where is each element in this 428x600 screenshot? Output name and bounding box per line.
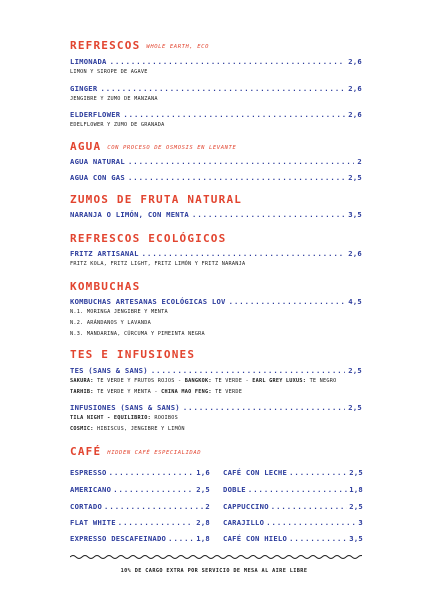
item-name: CARAJILLO (223, 518, 265, 527)
item-name: CAFÉ CON LECHE (223, 468, 288, 477)
item-price: 2 (357, 157, 362, 166)
tea-desc: TE VERDE - (215, 378, 249, 384)
item-description: LIMON Y SIROPE DE AGAVE (70, 69, 148, 75)
menu-item-infusiones (70, 403, 362, 413)
dot-leader (289, 468, 347, 478)
section-title-text: REFRESCOS (70, 39, 141, 52)
dot-leader (168, 534, 194, 544)
dot-leader (248, 485, 347, 495)
infusion-name: TILA NIGHT - EQUILIBRIO: (70, 415, 151, 421)
tea-desc: TE VERDE Y FRUTOS ROJOS - (97, 378, 182, 384)
item-name: FRITZ ARTISANAL (70, 249, 139, 258)
flavor-line: N.3. MANDARINA, CÚRCUMA Y PIMEINTA NEGRA (70, 331, 205, 337)
tea-name: SAKURA: (70, 378, 94, 384)
item-price: 2,5 (349, 502, 363, 511)
item-price: 2,8 (196, 518, 210, 527)
item-price: 2,5 (348, 403, 362, 412)
item-price: 2,6 (348, 57, 362, 66)
footer-note: 10% DE CARGO EXTRA POR SERVICIO DE MESA AL AIRE LIBRE (120, 568, 308, 574)
infusiones-description-line-2 (70, 425, 370, 434)
dot-leader (109, 468, 195, 478)
dot-leader (266, 518, 356, 528)
section-subtitle: WHOLE EARTH, ECO (146, 44, 209, 50)
item-name: FLAT WHITE (70, 518, 116, 527)
dot-leader (142, 249, 346, 259)
tea-desc: TE VERDE (215, 389, 243, 395)
cafe-item (223, 502, 363, 512)
cafe-item (223, 534, 363, 544)
item-name: INFUSIONES (SANS & SANS) (70, 403, 180, 412)
item-description: JENGIBRE Y ZUMO DE MANZANA (70, 96, 158, 102)
cafe-item (70, 468, 210, 478)
cafe-item (70, 518, 210, 528)
item-name: AGUA CON GAS (70, 173, 125, 182)
item-name: EXPRESSO DESCAFEINADO (70, 534, 167, 543)
item-price: 2,6 (348, 84, 362, 93)
dot-leader (123, 110, 345, 120)
section-title-kombuchas (70, 281, 140, 293)
dot-leader (151, 366, 345, 376)
menu-item-fritz (70, 249, 362, 259)
cafe-item (223, 518, 363, 528)
dot-leader (118, 518, 194, 528)
cafe-item (70, 534, 210, 544)
menu-item-agua-natural (70, 157, 362, 167)
dot-leader (271, 502, 347, 512)
item-name: ESPRESSO (70, 468, 107, 477)
item-description: FRITZ KOLA, FRITZ LIGHT, FRITZ LIMÓN Y FRITZ NARANJA (70, 261, 246, 267)
infusion-desc: HIBISCUS, JENGIBRE Y LIMÓN (97, 426, 185, 432)
item-price: 2,5 (348, 366, 362, 375)
dot-leader (104, 502, 203, 512)
dot-leader (128, 173, 345, 183)
menu-item-kombuchas (70, 297, 362, 307)
section-title-text: CAFÉ (70, 445, 102, 458)
infusion-desc: ROOIBOS (154, 415, 178, 421)
menu-item-agua-con-gas (70, 173, 362, 183)
item-name: KOMBUCHAS ARTESANAS ECOLÓGICAS LOV (70, 297, 226, 306)
section-title-text: REFRESCOS ECOLÓGICOS (70, 232, 227, 245)
cafe-item (70, 502, 210, 512)
dot-leader (128, 157, 354, 167)
item-name: NARANJA O LIMÓN, CON MENTA (70, 210, 190, 219)
item-name: AMERICANO (70, 485, 112, 494)
infusiones-description-line-1 (70, 414, 370, 423)
section-title-agua (70, 141, 236, 154)
dot-leader (113, 485, 194, 495)
cafe-item (70, 485, 210, 495)
item-price: 4,5 (348, 297, 362, 306)
item-price: 2,5 (348, 173, 362, 182)
section-title-refrescos (70, 40, 209, 53)
dot-leader (183, 403, 345, 413)
item-name: TES (SANS & SANS) (70, 366, 148, 375)
cafe-item (223, 485, 363, 495)
item-price: 2,6 (348, 110, 362, 119)
tea-name: CHINA MAO FENG: (161, 389, 212, 395)
item-name: GINGER (70, 84, 98, 93)
section-subtitle: CON PROCESO DE OSMOSIS EN LEVANTE (107, 145, 237, 151)
section-subtitle: HIDDEN CAFÉ ESPECIALIDAD (107, 450, 202, 456)
flavor-line: N.2. ARÁNDANOS Y LAVANDA (70, 320, 151, 326)
item-price: 1,8 (196, 534, 210, 543)
tes-description-line-1 (70, 377, 370, 386)
section-title-tes (70, 349, 195, 361)
section-title-text: ZUMOS DE FRUTA NATURAL (70, 193, 243, 206)
wave-divider (70, 553, 362, 561)
tea-desc: TE NEGRO (309, 378, 337, 384)
section-title-text: AGUA (70, 140, 102, 153)
item-price: 3 (358, 518, 363, 527)
item-price: 2,5 (349, 468, 363, 477)
section-title-text: KOMBUCHAS (70, 280, 141, 293)
dot-leader (192, 210, 345, 220)
item-price: 2,5 (196, 485, 210, 494)
section-title-text: TES E INFUSIONES (70, 348, 196, 361)
menu-item-elderflower (70, 110, 362, 120)
section-title-cafe (70, 446, 201, 459)
tea-name: BANGKOK: (184, 378, 212, 384)
item-name: CORTADO (70, 502, 103, 511)
menu-item-tes (70, 366, 362, 376)
menu-item-naranja-limon (70, 210, 362, 220)
item-price: 3,5 (349, 534, 363, 543)
item-description: EDELFLOWER Y ZUMO DE GRANADA (70, 122, 165, 128)
item-name: AGUA NATURAL (70, 157, 125, 166)
tea-desc: TE VERDE Y MENTA - (97, 389, 158, 395)
tea-name: EARL GREY LUXUS: (252, 378, 307, 384)
menu-item-limonada (70, 57, 362, 67)
item-price: 2 (205, 502, 210, 511)
item-name: LIMONADA (70, 57, 107, 66)
item-name: CAPPUCCINO (223, 502, 269, 511)
item-price: 3,5 (348, 210, 362, 219)
section-title-ecologicos (70, 233, 226, 245)
menu-item-ginger (70, 84, 362, 94)
section-title-zumos (70, 194, 242, 206)
infusion-name: COSMIC: (70, 426, 94, 432)
item-name: DOBLE (223, 485, 246, 494)
tes-description-line-2 (70, 388, 370, 397)
dot-leader (110, 57, 346, 67)
item-price: 1,6 (196, 468, 210, 477)
dot-leader (229, 297, 346, 307)
dot-leader (100, 84, 345, 94)
tea-name: TARHIB: (70, 389, 94, 395)
item-name: CAFÉ CON HIELO (223, 534, 288, 543)
dot-leader (289, 534, 347, 544)
item-price: 2,6 (348, 249, 362, 258)
flavor-line: N.1. MORINGA JENGIBRE Y MENTA (70, 309, 168, 315)
cafe-item (223, 468, 363, 478)
item-price: 1,8 (349, 485, 363, 494)
item-name: ELDERFLOWER (70, 110, 121, 119)
